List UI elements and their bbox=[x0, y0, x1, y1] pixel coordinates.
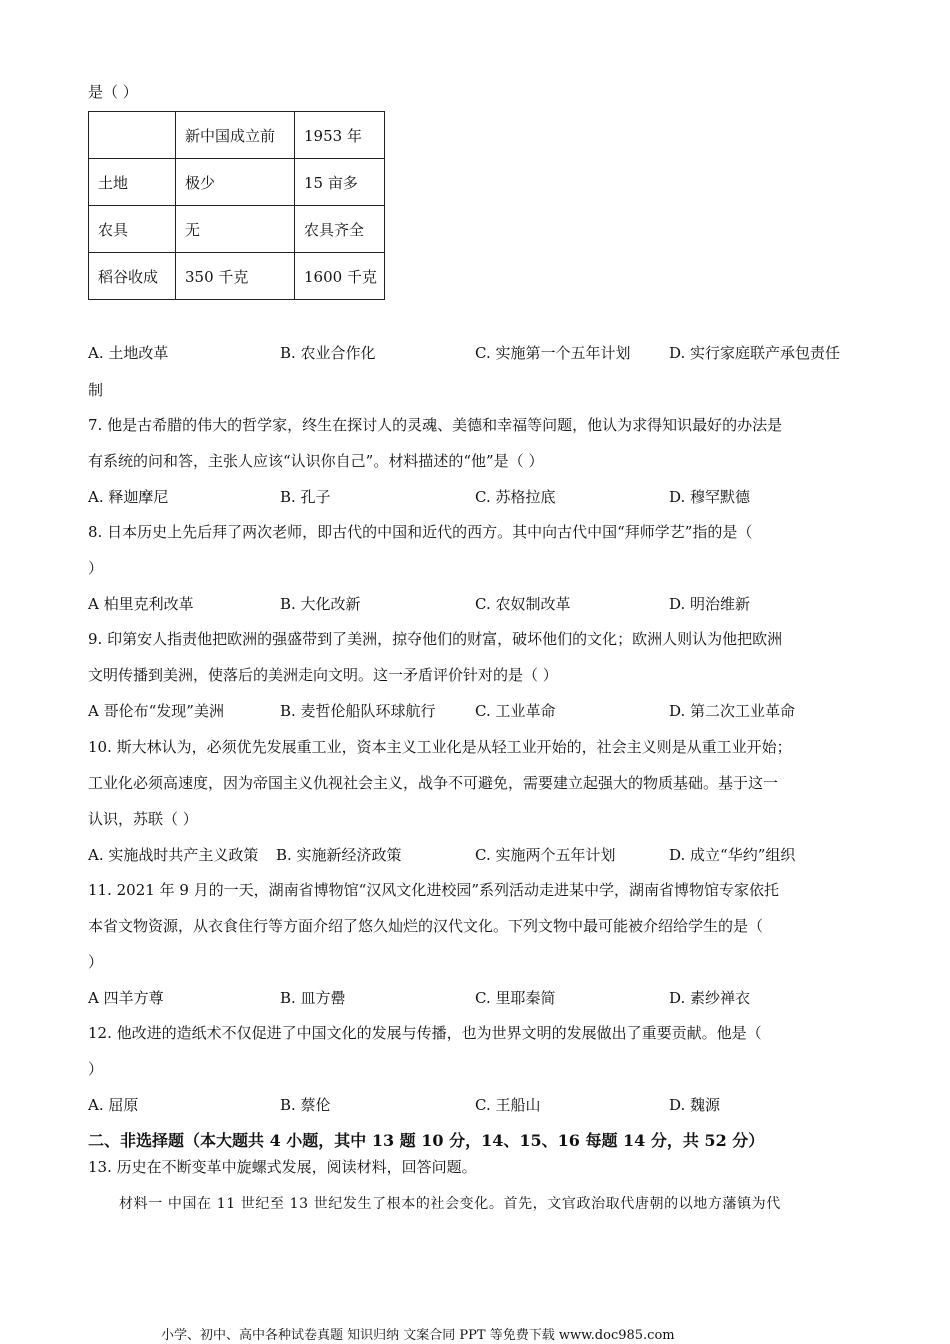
option-d: D. 素纱禅衣 bbox=[669, 989, 751, 1007]
table-row bbox=[89, 206, 385, 253]
page-footer: 小学、初中、高中各种试卷真题 知识归纳 文案合同 PPT 等免费下载 www.doc985.com bbox=[161, 1328, 675, 1343]
option-c: C. 实施第一个五年计划 bbox=[475, 344, 631, 362]
q6-options bbox=[88, 343, 868, 363]
table-cell: 农具齐全 bbox=[295, 206, 385, 253]
q9-stem-line: 文明传播到美洲，使落后的美洲走向文明。这一矛盾评价针对的是（ ） bbox=[88, 666, 558, 684]
q10-stem-line: 认识，苏联（ ） bbox=[88, 810, 198, 828]
option-a: A. 实施战时共产主义政策 bbox=[88, 846, 259, 864]
table-row bbox=[89, 253, 385, 300]
option-a: A. 屈原 bbox=[88, 1096, 139, 1114]
option-d: D. 实行家庭联产承包责任 bbox=[669, 344, 841, 362]
table-cell bbox=[89, 112, 176, 159]
option-d: D. 魏源 bbox=[669, 1096, 721, 1114]
option-c: C. 工业革命 bbox=[475, 702, 556, 720]
table-cell: 350 千克 bbox=[176, 253, 295, 300]
q10-options bbox=[88, 845, 868, 865]
table-cell: 土地 bbox=[89, 159, 176, 206]
option-d: D. 穆罕默德 bbox=[669, 488, 751, 506]
q11-options bbox=[88, 988, 868, 1008]
q6-option-wrap: 制 bbox=[88, 381, 104, 399]
q9-stem-line: 9. 印第安人指责他把欧洲的强盛带到了美洲，掠夺他们的财富，破坏他们的文化；欧洲人则认为他把欧洲 bbox=[88, 630, 783, 648]
option-c: C. 实施两个五年计划 bbox=[475, 846, 616, 864]
q7-options bbox=[88, 487, 868, 507]
q9-options bbox=[88, 701, 868, 721]
table-row bbox=[89, 159, 385, 206]
option-b: B. 农业合作化 bbox=[280, 344, 376, 362]
option-a: A. 土地改革 bbox=[88, 344, 169, 362]
option-b: B. 蔡伦 bbox=[280, 1096, 331, 1114]
q8-stem-line: ） bbox=[88, 559, 104, 577]
q7-stem-line: 7. 他是古希腊的伟大的哲学家，终生在探讨人的灵魂、美德和幸福等问题，他认为求得知识最好的办法是 bbox=[88, 416, 783, 434]
q11-stem-line: 本省文物资源，从衣食住行等方面介绍了悠久灿烂的汉代文化。下列文物中最可能被介绍给学生的是（ bbox=[88, 917, 764, 935]
q10-stem-line: 10. 斯大林认为，必须优先发展重工业，资本主义工业化是从轻工业开始的，社会主义则是从重工业开始； bbox=[88, 738, 792, 756]
option-d: D. 第二次工业革命 bbox=[669, 702, 796, 720]
q10-stem-line: 工业化必须高速度，因为帝国主义仇视社会主义，战争不可避免，需要建立起强大的物质基础。基于这一 bbox=[88, 774, 779, 792]
option-b: B. 大化改新 bbox=[280, 595, 361, 613]
q12-stem-line: ） bbox=[88, 1060, 104, 1078]
option-b: B. 孔子 bbox=[280, 488, 331, 506]
option-a: A 柏里克利改革 bbox=[88, 595, 194, 613]
option-d: D. 成立“华约”组织 bbox=[669, 846, 796, 864]
q7-stem-line: 有系统的问和答，主张人应该“认识你自己”。材料描述的“他”是（ ） bbox=[88, 452, 544, 470]
option-b: B. 实施新经济政策 bbox=[276, 846, 402, 864]
option-a: A 四羊方尊 bbox=[88, 989, 164, 1007]
option-b: B. 麦哲伦船队环球航行 bbox=[280, 702, 436, 720]
option-c: C. 农奴制改革 bbox=[475, 595, 571, 613]
table-cell: 农具 bbox=[89, 206, 176, 253]
material-one: 材料一 中国在 11 世纪至 13 世纪发生了根本的社会变化。首先，文官政治取代唐朝的以地方藩镇为代 bbox=[119, 1196, 781, 1212]
option-c: C. 苏格拉底 bbox=[475, 488, 556, 506]
option-c: C. 里耶秦简 bbox=[475, 989, 556, 1007]
option-b: B. 皿方罍 bbox=[280, 989, 346, 1007]
q11-stem-line: 11. 2021 年 9 月的一天，湖南省博物馆“汉风文化进校园”系列活动走进某中学，湖南省博物馆专家依托 bbox=[88, 881, 779, 899]
section-title: 二、非选择题（本大题共 4 小题，其中 13 题 10 分，14、15、16 每题 14 分，共 52 分） bbox=[88, 1131, 765, 1150]
table-cell: 1600 千克 bbox=[295, 253, 385, 300]
q6-stem-tail: 是（ ） bbox=[88, 83, 138, 101]
option-a: A 哥伦布“发现”美洲 bbox=[88, 702, 224, 720]
table-cell: 15 亩多 bbox=[295, 159, 385, 206]
q12-stem-line: 12. 他改进的造纸术不仅促进了中国文化的发展与传播，也为世界文明的发展做出了重要贡献。他是（ bbox=[88, 1024, 762, 1042]
q12-options bbox=[88, 1095, 868, 1115]
q8-options bbox=[88, 594, 868, 614]
option-d: D. 明治维新 bbox=[669, 595, 751, 613]
table-cell: 1953 年 bbox=[295, 112, 385, 159]
q8-stem-line: 8. 日本历史上先后拜了两次老师，即古代的中国和近代的西方。其中向古代中国“拜师学艺”指的是（ bbox=[88, 523, 753, 541]
table-cell: 新中国成立前 bbox=[176, 112, 295, 159]
table-cell: 极少 bbox=[176, 159, 295, 206]
table-cell: 无 bbox=[176, 206, 295, 253]
q13-intro: 13. 历史在不断变革中旋螺式发展，阅读材料，回答问题。 bbox=[88, 1158, 477, 1176]
option-c: C. 王船山 bbox=[475, 1096, 541, 1114]
q11-stem-line: ） bbox=[88, 953, 104, 971]
option-a: A. 释迦摩尼 bbox=[88, 488, 169, 506]
table-header-row bbox=[89, 112, 385, 159]
land-reform-table bbox=[88, 111, 385, 300]
table-cell: 稻谷收成 bbox=[89, 253, 176, 300]
